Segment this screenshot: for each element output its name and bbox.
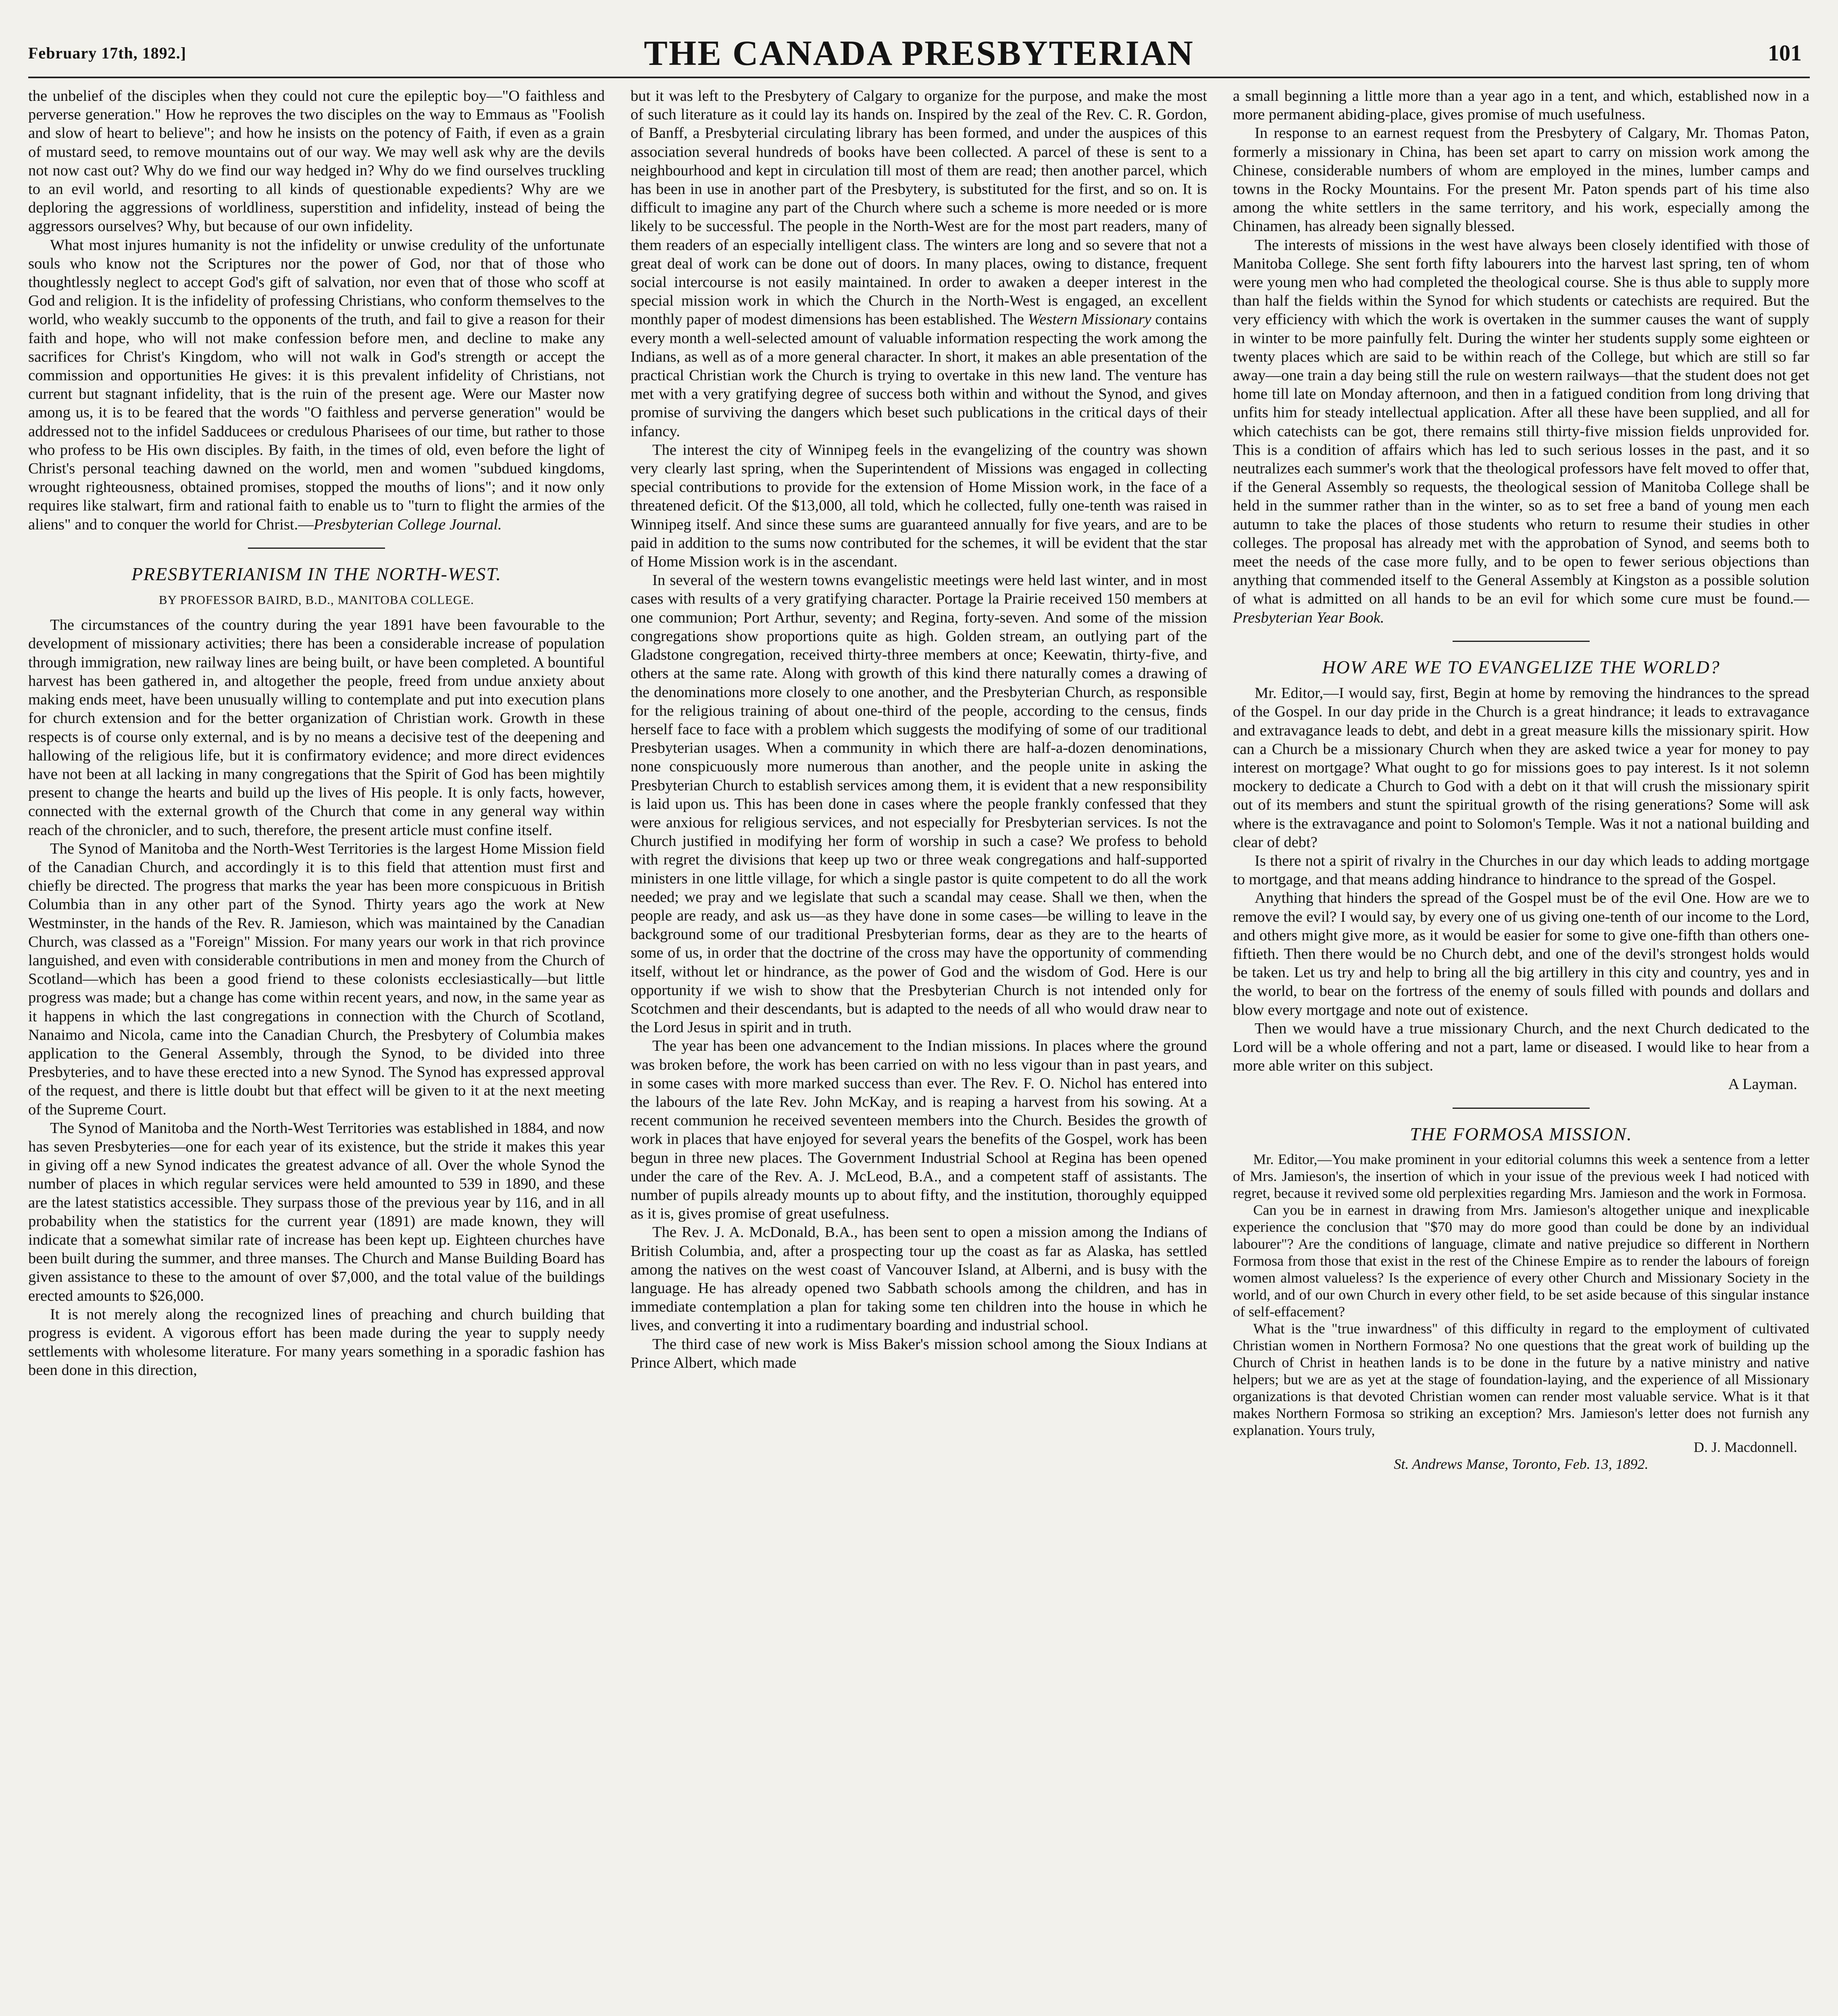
article-heading: PRESBYTERIANISM IN THE NORTH-WEST. [131,563,502,584]
divider [1453,1108,1590,1109]
source-credit: Presbyterian College Journal. [313,516,502,533]
paragraph: The Synod of Manitoba and the North-West Territories was established in 1884, and now has seven Presbyteries—one for each year of its existence, but the stride it makes this year in giving off a new Synod indicates the greatest advance of all. Over the whole Synod the number of places in which regular services were held amounted to 539 in 1890, and these are the latest statistics accessible. They surpass those of the previous year by 116, and in all probability when the statistics for the current year (1891) are made known, they will indicate that a somewhat similar rate of increase has been kept up. Eighteen churches have been built during the summer, and three manses. The Church and Manse Building Board has given assistance to these to the amount of over $7,000, and the total value of the buildings erected amounts to $26,000. [28,1119,605,1304]
paragraph: Mr. Editor,—I would say, first, Begin at home by removing the hindrances to the spread of the Gospel. In our day pride in the Church is a great hindrance; it leads to extravagance and extravagance leads to debt, and debt in a great measure kills the missionary spirit. How can a Church be a missionary Church when they are asked twice a year for money to pay interest on mortgage? What ought to go for missions goes to pay interest. Is it not solemn mockery to dedicate a Church to God with a debt on it that will crush the missionary spirit out of its members and stunt the spiritual growth of the rising generations? Some will ask where is the extravagance and point to Solomon's Temple. Was it not a national building and clear of debt? [1233,685,1809,851]
paragraph-text: The interests of missions in the west have always been closely identified with those of Manitoba College. She sent forth fifty labourers into the harvest last spring, ten of whom were young men who had completed the theological course. She is thus able to supply more than half the fields within the Synod for which students or catechists are required. But the very efficiency with which the work is overtaken in the summer causes the want of supply in winter to be more painfully felt. During the winter her students supply some eighteen or twenty places which are said to be within reach of the College, but which are still so far away—one train a day being still the rule on western railways—that the student does not get home till late on Monday afternoon, and then in a fatigued condition from long driving that unfits him for steady intellectual application. After all these have been supplied, and all for which catechists can be got, there remains still thirty-five mission fields unprovided for. This is a condition of affairs which has led to such serious losses in the past, and it so neutralizes each summer's work that the theological professors have felt moved to offer that, if the General Assembly so requests, the theological session of Manitoba College shall be held in the summer rather than in the winter, so as to set free a band of young men each autumn to take the places of those students who return to resume their studies in other colleges. The proposal has already met with the approbation of Synod, and seems both to meet the needs of the case more fully, and to be open to fewer serious objections than anything that commended itself to the General Assembly at Kingston as a possible solution of what is admitted on all hands to be an evil for which some cure must be found.— [1233,236,1809,608]
paragraph-text: contains every month a well-selected amount of valuable information respecting the work among the Indians, as well as of a more general character. In short, it makes an able presentation of the practical Christian work the Church is trying to overtake in this new land. The venture has met with a very gratifying degree of success both within and without the Synod, and gives promise of surviving the dangers which beset such publications in the critical days of their infancy. [631,311,1207,440]
divider [1453,641,1590,642]
paragraph: The year has been one advancement to the Indian missions. In places where the ground was broken before, the work has been carried on with no less vigour than in past years, and in some cases with more marked success than ever. The Rev. F. O. Nichol has entered into the labours of the late Rev. John McKay, and is reaping a harvest from his sowing. At a recent communion he received seventeen members into the Church. Besides the growth of work in places that have enjoyed for several years the benefits of the Gospel, work has been begun in three new places. The Government Industrial School at Regina has been opened under the care of the Rev. A. J. McLeod, B.A., and a competent staff of assistants. The number of pupils already mounts up to about fifty, and the institution, thoroughly equipped as it is, gives promise of great usefulness. [631,1037,1207,1223]
periodical-title: Western Missionary [1028,311,1151,328]
column-1 [28,87,605,2016]
paragraph: It is not merely along the recognized lines of preaching and church building that progress is evident. A vigorous effort has been made during the year to supply needy settlements with wholesome literature. For many years something in a sporadic fashion has been done in this direction, [28,1306,605,1379]
paragraph: Then we would have a true missionary Church, and the next Church dedicated to the Lord will be a whole offering and not a part, lame or diseased. I would like to hear from a more able writer on this subject. [1233,1020,1809,1075]
paragraph [1233,236,1809,627]
dateline: St. Andrews Manse, Toronto, Feb. 13, 1892. [1394,1456,1649,1472]
paragraph: a small beginning a little more than a year ago in a tent, and which, established now in a more permanent abiding-place, gives promise of much usefulness. [1233,87,1809,123]
issue-date: February 17th, 1892.] [28,44,187,62]
article-columns [28,87,1810,2016]
source-credit: Presbyterian Year Book. [1233,609,1384,626]
paragraph-text: but it was left to the Presbytery of Calgary to organize for the purpose, and make the most of such literature as it could lay its hands on. Inspired by the zeal of the Rev. C. R. Gordon, of Banff, a Presbyterial circulating library has been formed, and under the auspices of this association several hundreds of books have been collected. A parcel of these is sent to a neighbourhood and kept in circulation till most of them are read; then another parcel, which has been in use in another part of the Presbytery, is substituted for the first, and so on. It is difficult to imagine any part of the Church where such a scheme is more needed or is more likely to be successful. The people in the North-West are for the most part readers, many of them readers of an especially intelligent class. The winters are long and so severe that not a great deal of work can be done out of doors. In many places, owing to distance, frequent social intercourse is not easily maintained. In order to awaken a deeper interest in the special mission work in which the Church in the North-West is engaged, an excellent monthly paper of modest dimensions has been established. The [631,87,1207,328]
letter-body [1233,1151,1809,1472]
page-number: 101 [1768,41,1802,66]
newspaper-title: THE CANADA PRESBYTERIAN [644,34,1194,73]
masthead [28,28,1810,78]
paragraph: What is the "true inwardness" of this difficulty in regard to the employment of cultivated Christian women in Northern Formosa? No one questions that the great work of building up the Church of Christ in heathen lands is to be done in the future by a native ministry and native helpers; but we are as yet at the stage of foundation-laying, and the experience of all Missionary organizations is that devoted Christian women can render most valuable service. What is it that makes Northern Formosa so striking an exception? Mrs. Jamieson's letter does not furnish any explanation. Yours truly, [1233,1320,1809,1438]
paragraph [28,236,605,534]
paragraph-text: What most injures humanity is not the infidelity or unwise credulity of the unfortunate souls who know not the Scriptures nor the power of God, nor that of those who thoughtlessly neglect to accept God's gift of salvation, nor even that of those who scoff at God and religion. It is the infidelity of professing Christians, who conform themselves to the world, who weakly succumb to the opponents of the truth, and fail to give a reason for their faith and hope, who will not make confession before men, and decline to make any sacrifices for Christ's Kingdom, who will not walk in God's strength or accept the commission and opportunities He gives: it is this prevalent infidelity of Christians, not current but stagnant infidelity, that is the ruin of the present age. Were our Master now among us, it is to be feared that the words "O faithless and perverse generation" would be addressed not to the infidel Sadducees or credulous Pharisees of our time, but rather to those who profess to be His own disciples. By faith, in the times of old, even before the light of Christ's personal teaching dawned on the world, men and women "subdued kingdoms, wrought righteousness, obtained promises, stopped the mouths of lions"; and it now only requires like stalwart, firm and rational faith to enable us to "turn to flight the armies of the aliens" and to conquer the world for Christ.— [28,236,605,533]
paragraph: In several of the western towns evangelistic meetings were held last winter, and in most cases with results of a very gratifying character. Portage la Prairie received 150 members at one communion; Port Arthur, seventy; and Regina, forty-seven. And some of the mission congregations show proportions quite as high. Golden stream, an outlying part of the Gladstone congregation, received thirty-three members at once; Keewatin, thirty-five, and others at the same rate. Along with growth of this kind there naturally comes a drawing of the denominations more closely to one another, and the Presbyterian Church, as responsible for the religious training of about one-third of the people, according to the census, finds herself face to face with a problem which suggests the modifying of some of our traditional Presbyterian usages. When a community in which there are half-a-dozen denominations, none conspicuously more numerous than another, and the people unite in asking the Presbyterian Church to establish services among them, it is evident that a new responsibility is laid upon us. This has been done in cases where the people frankly confessed that they were anxious for religious services, and not especially for Presbyterian services. Is not the Church justified in modifying her form of worship in such a case? We profess to behold with regret the divisions that keep up two or three weak congregations and half-supported ministers in one little village, for which a single pastor is quite competent to do all the work needed; we pray and we legislate that such a scandal may cease. Shall we then, when the people are ready, and ask us—as they have done in some cases—be willing to leave in the background some of our traditional Presbyterian forms, dear as they are to the hearts of some of us, in order that the doctrine of the cross may have the opportunity of commending itself, without let or hindrance, as the power of God and the wisdom of God. Here is our opportunity if we wish to show that the Presbyterian Church is not intended only for Scotchmen and their descendants, but is adapted to the needs of all who would draw near to the Lord Jesus in spirit and in truth. [631,572,1207,1036]
article-byline: BY PROFESSOR BAIRD, B.D., MANITOBA COLLEGE. [159,593,474,607]
paragraph: the unbelief of the disciples when they could not cure the epileptic boy—"O faithless and perverse generation." How he reproves the two disciples on the way to Emmaus as "Foolish and slow of heart to believe"; and how he insists on the potency of Faith, if even as a grain of mustard seed, to remove mountains out of our way. We may well ask why are the devils not now cast out? Why do we find our way hedged in? Why do we find ourselves truckling to an evil world, and resorting to all kinds of questionable expedients? Why are we deploring the aggressions of worldliness, superstition and infidelity, instead of being the aggressors ourselves? Why, but because of our own infidelity. [28,87,605,235]
paragraph: In response to an earnest request from the Presbytery of Calgary, Mr. Thomas Paton, formerly a missionary in China, has been set apart to carry on mission work among the Chinese, considerable numbers of whom are employed in the mines, lumber camps and towns in the Rocky Mountains. For the present Mr. Paton spends part of his time also among the white settlers in the same territory, and his work, especially among the Chinamen, has already been signally blessed. [1233,125,1809,235]
paragraph: The circumstances of the country during the year 1891 have been favourable to the development of missionary activities; there has been a considerable increase of population through immigration, new railway lines are being built, or have been completed. A bountiful harvest has been gathered in, and altogether the people, freed from undue anxiety about making ends meet, have been unusually willing to contemplate and put into execution plans for church extension and for the better organization of Christian work. Growth in these respects is of course only external, and is by no means a decisive test of the deepening and hallowing of the religious life, but it is confirmatory evidence; and more direct evidences have not been at all lacking in many congregations that the Spirit of God has been mightily present to change the hearts and build up the lives of His people. It is only facts, however, connected with the external growth of the Church that come in any general way within reach of the chronicler, and to such, therefore, the present article must confine itself. [28,616,605,839]
divider [248,548,385,549]
paragraph: Mr. Editor,—You make prominent in your editorial columns this week a sentence from a letter of Mrs. Jamieson's, the insertion of which in your issue of the previous week I had noticed with regret, because it revived some old perplexities regarding Mrs. Jamieson and the work in Formosa. [1233,1151,1809,1201]
signature: A Layman. [1728,1076,1797,1093]
paragraph: The Synod of Manitoba and the North-West Territories is the largest Home Mission field of the Canadian Church, and accordingly it is to this field that attention must first and chiefly be directed. The progress that marks the year has been more conspicuous in British Columbia than in any other part of the Synod. Thirty years ago the work at New Westminster, in the hands of the Rev. R. Jamieson, which was maintained by the Canadian Church, was classed as a "Foreign" Mission. For many years our work in that rich province languished, and even with considerable contributions in men and money from the Church of Scotland—which has been a good friend to these colonists ecclesiastically—but little progress was made; but a change has come within recent years, and now, in the same year as it happens in which the last congregations in connection with the Church of Scotland, Nanaimo and Nicola, came into the Canadian Church, the Presbytery of Columbia makes application to the General Assembly, through the Synod, to be divided into three Presbyteries, and to have these erected into a new Synod. The Synod has expressed approval of the request, and there is little doubt but that effect will be given to it at the next meeting of the Supreme Court. [28,840,605,1118]
paragraph: The interest the city of Winnipeg feels in the evangelizing of the country was shown very clearly last spring, when the Superintendent of Missions was engaged in collecting special contributions to provide for the extension of Home Mission work, in the face of a threatened deficit. Of the $13,000, all told, which he collected, fully one-tenth was raised in Winnipeg itself. And since these sums are guaranteed annually for five years, and are to be paid in addition to the sums now contributed for the schemes, it will be evident that the star of Home Mission work is in the ascendant. [631,441,1207,571]
paragraph: Is there not a spirit of rivalry in the Churches in our day which leads to adding mortgage to mortgage, and that means adding hindrance to hindrance to the spread of the Gospel. [1233,852,1809,888]
paragraph [631,87,1207,441]
paragraph: Anything that hinders the spread of the Gospel must be of the evil One. How are we to remove the evil? I would say, by every one of us giving one-tenth of our income to the Lord, and others might give more, as it would be easier for some to give one-fifth than others one-fiftieth. Then there would be no Church debt, and one of the devil's strongest holds would be taken. Let us try and help to bring all the big artillery in this city and country, yes and in the world, to bear on the fortress of the enemy of souls filled with pounds and dollars and blow every mortgage and note out of existence. [1233,889,1809,1018]
paragraph: Can you be in earnest in drawing from Mrs. Jamieson's altogether unique and inexplicable experience the conclusion that "$70 may do more good than could be done by an individual labourer"? Are the conditions of language, climate and native prejudice so different in Northern Formosa from those that exist in the rest of the Chinese Empire as to render the labours of foreign women almost valueless? Is the experience of every other Church and Missionary Society in the world, and of our own Church in every other field, to be set aside because of this singular instance of self-effacement? [1233,1202,1809,1320]
paragraph: The third case of new work is Miss Baker's mission school among the Sioux Indians at Prince Albert, which made [631,1335,1207,1371]
paragraph: The Rev. J. A. McDonald, B.A., has been sent to open a mission among the Indians of British Columbia, and, after a prospecting tour up the coast as far as Alaska, has settled among the natives on the west coast of Vancouver Island, at Alberni, and is busy with the language. He has already opened two Sabbath schools among the children, and has in immediate contemplation a plan for taking some ten children into the house in which he lives, and converting it into a rudimentary boarding and industrial school. [631,1224,1207,1334]
article-heading: THE FORMOSA MISSION. [1410,1123,1632,1144]
article-heading: HOW ARE WE TO EVANGELIZE THE WORLD? [1322,656,1720,677]
column-3 [1233,87,1809,2016]
signature: D. J. Macdonnell. [1694,1439,1797,1455]
column-2 [631,87,1207,2016]
